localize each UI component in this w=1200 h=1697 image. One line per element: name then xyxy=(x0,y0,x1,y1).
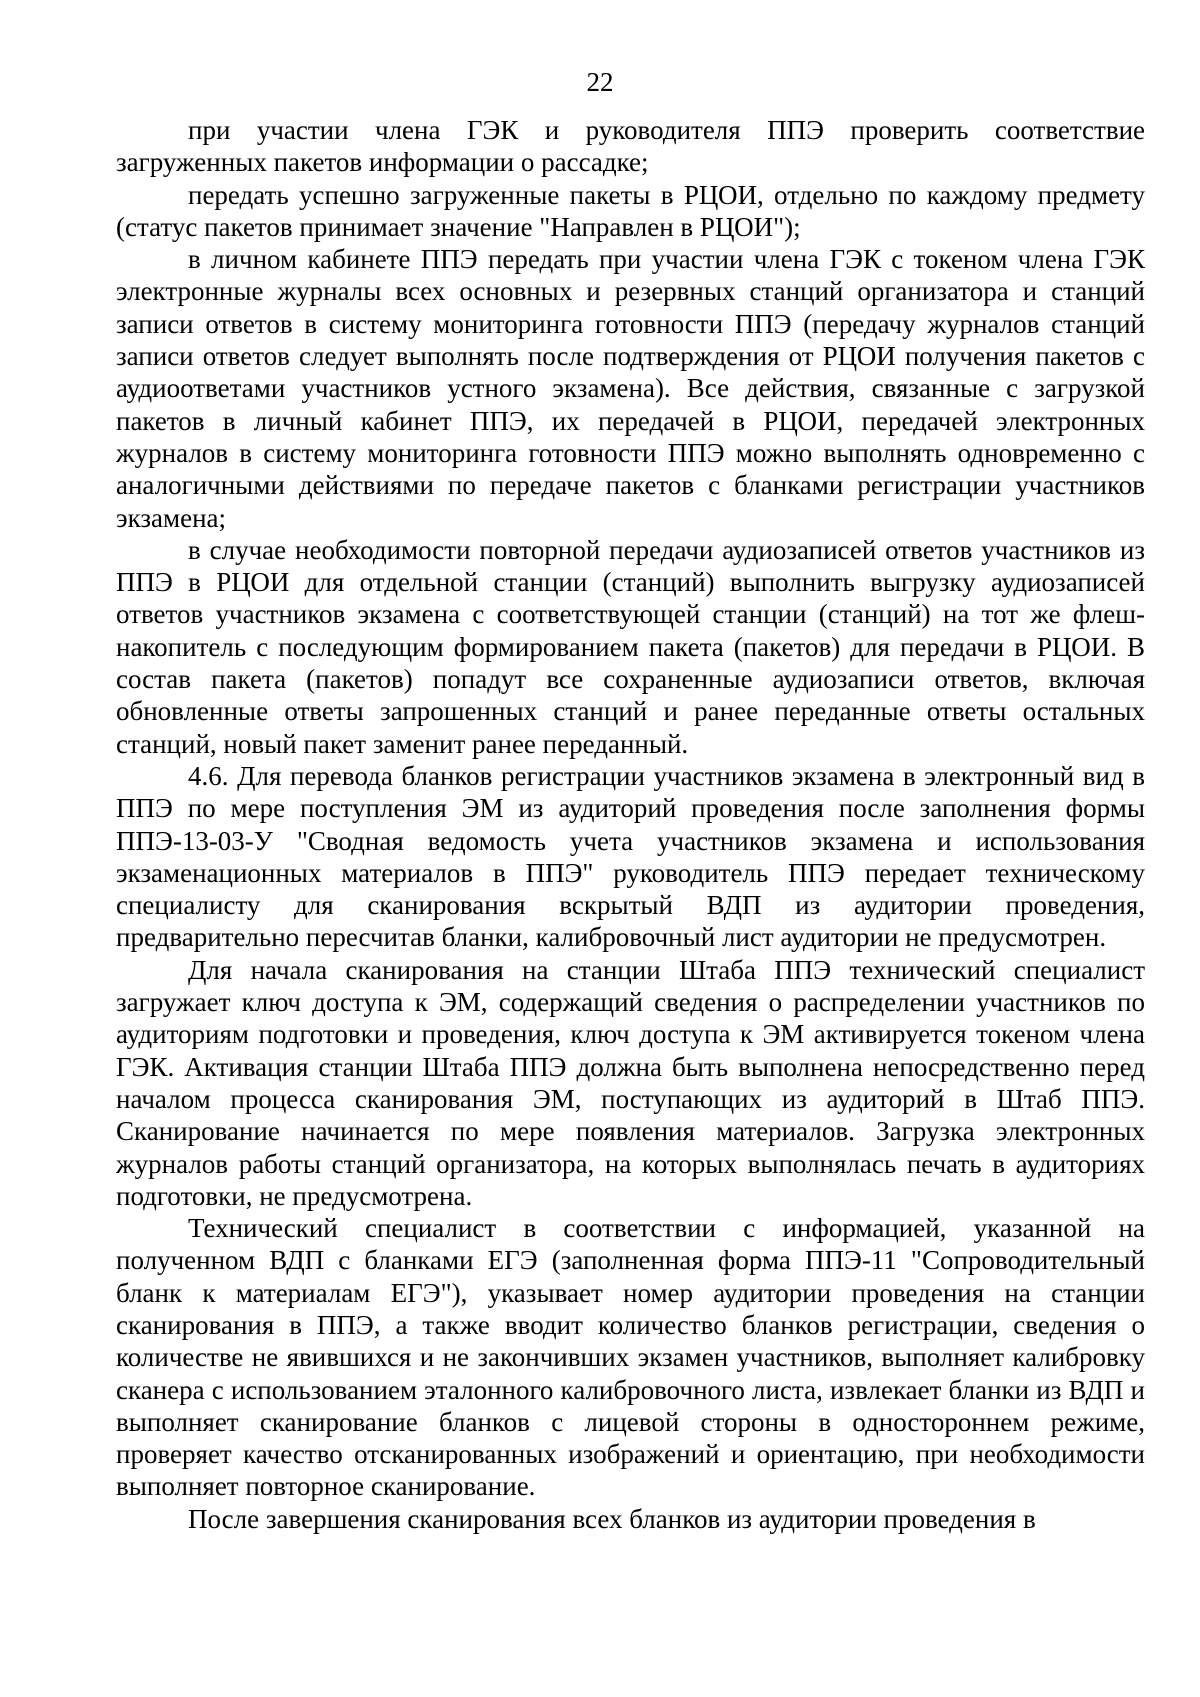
document-body xyxy=(116,114,1145,1535)
paragraph: Технический специалист в соответствии с информацией, указанной на полученном ВДП с бланками ЕГЭ (заполненная форма ППЭ-11 "Сопроводительный бланк к материалам ЕГЭ"), указывает номер аудитории проведения на станции сканирования в ППЭ, а также вводит количество бланков регистрации, сведения о количестве не явившихся и не закончивших экзамен участников, выполняет калибровку сканера с использованием эталонного калибровочного листа, извлекает бланки из ВДП и выполняет сканирование бланков с лицевой стороны в одностороннем режиме, проверяет качество отсканированных изображений и ориентацию, при необходимости выполняет повторное сканирование. xyxy=(116,1213,1145,1502)
paragraph: в личном кабинете ППЭ передать при участии члена ГЭК с токеном члена ГЭК электронные журналы всех основных и резервных станций организатора и станций записи ответов в систему мониторинга готовности ППЭ (передачу журналов станций записи ответов следует выполнять после подтверждения от РЦОИ получения пакетов с аудиоответами участников устного экзамена). Все действия, связанные с загрузкой пакетов в личный кабинет ППЭ, их передачей в РЦОИ, передачей электронных журналов в систему мониторинга готовности ППЭ можно выполнять одновременно с аналогичными действиями по передаче пакетов с бланками регистрации участников экзамена; xyxy=(116,244,1145,533)
paragraph: передать успешно загруженные пакеты в РЦОИ, отдельно по каждому предмету (статус пакетов принимает значение "Направлен в РЦОИ"); xyxy=(116,179,1145,242)
paragraph-last: После завершения сканирования всех бланков из аудитории проведения в xyxy=(188,1503,1036,1534)
paragraph: Для начала сканирования на станции Штаба ППЭ технический специалист загружает ключ доступа к ЭМ, содержащий сведения о распределении участников по аудиториям подготовки и проведения, ключ доступа к ЭМ активируется токеном члена ГЭК. Активация станции Штаба ППЭ должна быть выполнена непосредственно перед началом процесса сканирования ЭМ, поступающих из аудиторий в Штаб ППЭ. Сканирование начинается по мере появления материалов. Загрузка электронных журналов работы станций организатора, на которых выполнялась печать в аудиториях подготовки, не предусмотрена. xyxy=(116,954,1145,1211)
paragraph: в случае необходимости повторной передачи аудиозаписей ответов участников из ППЭ в РЦОИ для отдельной станции (станций) выполнить выгрузку аудиозаписей ответов участников экзамена с соответствующей станции (станций) на тот же флеш-накопитель с последующим формированием пакета (пакетов) для передачи в РЦОИ. В состав пакета (пакетов) попадут все сохраненные аудиозаписи ответов, включая обновленные ответы запрошенных станций и ранее переданные ответы остальных станций, новый пакет заменит ранее переданный. xyxy=(116,534,1145,759)
paragraph: 4.6. Для перевода бланков регистрации участников экзамена в электронный вид в ППЭ по мере поступления ЭМ из аудиторий проведения после заполнения формы ППЭ-13-03-У "Сводная ведомость учета участников экзамена и использования экзаменационных материалов в ППЭ" руководитель ППЭ передает техническому специалисту для сканирования вскрытый ВДП из аудитории проведения, предварительно пересчитав бланки, калибровочный лист аудитории не предусмотрен. xyxy=(116,760,1145,953)
page-number: 22 xyxy=(586,67,614,97)
paragraph: при участии члена ГЭК и руководителя ППЭ проверить соответствие загруженных пакетов информации о рассадке; xyxy=(116,115,1145,178)
